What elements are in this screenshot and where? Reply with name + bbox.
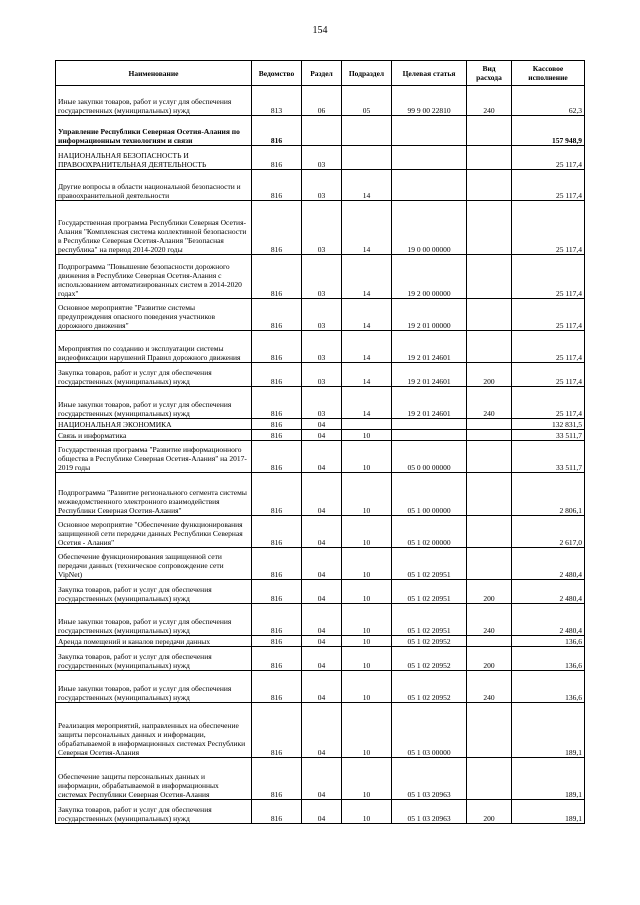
cell-amount: 136,6 [512,636,585,647]
cell-subsection: 10 [342,548,392,580]
header-section: Раздел [302,61,342,86]
cell-amount: 33 511,7 [512,430,585,441]
cell-subsection: 05 [342,86,392,116]
cell-target: 19 2 01 24601 [392,387,467,419]
table-row [56,255,585,299]
cell-dept: 816 [252,255,302,299]
cell-section: 04 [302,441,342,473]
cell-section: 03 [302,299,342,331]
cell-exptype [467,299,512,331]
cell-subsection: 10 [342,580,392,604]
table-row [56,146,585,170]
cell-section: 03 [302,146,342,170]
cell-exptype [467,170,512,201]
cell-dept: 816 [252,331,302,363]
cell-name: Обеспечение защиты персональных данных и информации, обрабатываемой в информационных системах Республики Северная Осетия-Алания [56,758,252,800]
cell-target: 05 1 02 00000 [392,516,467,548]
cell-name: Государственная программа "Развитие информационного общества в Республике Северная Осетия-Алания" на 2017-2019 годы [56,441,252,473]
cell-amount: 25 117,4 [512,255,585,299]
cell-amount: 25 117,4 [512,146,585,170]
cell-target: 05 0 00 00000 [392,441,467,473]
cell-dept: 816 [252,363,302,387]
table-row [56,441,585,473]
cell-name: Мероприятия по созданию и эксплуатации системы видеофиксации нарушений Правил дорожного движения [56,331,252,363]
cell-section: 04 [302,580,342,604]
cell-subsection: 14 [342,201,392,255]
cell-name: Иные закупки товаров, работ и услуг для обеспечения государственных (муниципальных) нужд [56,387,252,419]
cell-subsection: 10 [342,758,392,800]
cell-exptype [467,758,512,800]
cell-exptype [467,473,512,516]
cell-dept: 816 [252,604,302,636]
cell-section: 03 [302,387,342,419]
table-row [56,419,585,430]
table-row [56,170,585,201]
cell-amount: 136,6 [512,671,585,703]
cell-subsection: 14 [342,299,392,331]
cell-section: 04 [302,419,342,430]
cell-target: 05 1 03 00000 [392,703,467,758]
cell-section: 04 [302,758,342,800]
header-amount: Кассовое исполнение [512,61,585,86]
cell-amount: 189,1 [512,758,585,800]
cell-amount: 62,3 [512,86,585,116]
cell-subsection: 10 [342,703,392,758]
cell-name: Обеспечение функционирования защищенной сети передачи данных (техническое сопровождение сети VipNet) [56,548,252,580]
cell-exptype: 240 [467,387,512,419]
cell-dept: 813 [252,86,302,116]
cell-amount: 2 480,4 [512,580,585,604]
cell-dept: 816 [252,758,302,800]
cell-amount: 136,6 [512,647,585,671]
cell-section: 04 [302,516,342,548]
cell-subsection: 10 [342,430,392,441]
cell-subsection: 10 [342,671,392,703]
table-row [56,201,585,255]
cell-exptype: 200 [467,647,512,671]
cell-dept: 816 [252,387,302,419]
cell-section: 03 [302,255,342,299]
cell-section: 03 [302,201,342,255]
cell-target: 05 1 02 20951 [392,548,467,580]
table-row [56,604,585,636]
cell-name: Закупка товаров, работ и услуг для обеспечения государственных (муниципальных) нужд [56,800,252,824]
cell-dept: 816 [252,703,302,758]
cell-exptype [467,116,512,146]
cell-subsection: 10 [342,636,392,647]
cell-amount: 25 117,4 [512,201,585,255]
cell-dept: 816 [252,800,302,824]
header-target: Целевая статья [392,61,467,86]
cell-dept: 816 [252,516,302,548]
cell-section: 04 [302,604,342,636]
cell-name: Аренда помещений и каналов передачи данных [56,636,252,647]
table-row [56,387,585,419]
cell-amount: 132 831,5 [512,419,585,430]
cell-exptype [467,201,512,255]
cell-amount: 25 117,4 [512,387,585,419]
table-row [56,363,585,387]
cell-subsection [342,146,392,170]
cell-section: 03 [302,170,342,201]
cell-exptype: 240 [467,604,512,636]
table-row [56,473,585,516]
cell-name: Реализация мероприятий, направленных на обеспечение защиты персональных данных и информации, обрабатываемой в информационных системах Республики Северная Осетия-Алания [56,703,252,758]
cell-name: НАЦИОНАЛЬНАЯ ЭКОНОМИКА [56,419,252,430]
cell-subsection: 14 [342,363,392,387]
cell-subsection: 14 [342,170,392,201]
cell-amount: 2 480,4 [512,548,585,580]
cell-dept: 816 [252,299,302,331]
table-row [56,299,585,331]
cell-exptype [467,430,512,441]
page-number: 154 [312,25,328,36]
cell-amount: 2 806,1 [512,473,585,516]
cell-amount: 33 511,7 [512,441,585,473]
cell-name: Другие вопросы в области национальной безопасности и правоохранительной деятельности [56,170,252,201]
cell-dept: 816 [252,116,302,146]
cell-exptype [467,331,512,363]
cell-exptype: 240 [467,86,512,116]
cell-section: 04 [302,703,342,758]
table-row [56,430,585,441]
cell-name: Основное мероприятие "Развитие системы предупреждения опасного поведения участников дорожного движения" [56,299,252,331]
cell-amount: 25 117,4 [512,363,585,387]
table-row [56,800,585,824]
cell-name: Государственная программа Республики Северная Осетия-Алания "Комплексная система коллективной безопасности в Республике Северная Осетия-Алания "Безопасная республика" на период 2014-2020 годы [56,201,252,255]
cell-name: Иные закупки товаров, работ и услуг для обеспечения государственных (муниципальных) нужд [56,86,252,116]
budget-table [55,60,585,824]
cell-section: 03 [302,331,342,363]
cell-target: 19 2 01 24601 [392,331,467,363]
cell-dept: 816 [252,671,302,703]
table-row [56,671,585,703]
cell-subsection: 10 [342,516,392,548]
cell-amount: 2 617,0 [512,516,585,548]
cell-subsection: 10 [342,441,392,473]
cell-target: 05 1 03 20963 [392,758,467,800]
cell-target: 05 1 02 20952 [392,671,467,703]
table-row [56,647,585,671]
cell-target: 19 2 01 00000 [392,299,467,331]
cell-dept: 816 [252,430,302,441]
cell-amount: 25 117,4 [512,331,585,363]
cell-section: 04 [302,636,342,647]
cell-name: Иные закупки товаров, работ и услуг для обеспечения государственных (муниципальных) нужд [56,604,252,636]
cell-exptype [467,548,512,580]
cell-target: 19 2 00 00000 [392,255,467,299]
cell-dept: 816 [252,548,302,580]
cell-subsection: 10 [342,473,392,516]
cell-section [302,116,342,146]
cell-target: 99 9 00 22810 [392,86,467,116]
cell-section: 04 [302,671,342,703]
cell-name: Закупка товаров, работ и услуг для обеспечения государственных (муниципальных) нужд [56,363,252,387]
cell-name: Подпрограмма "Повышение безопасности дорожного движения в Республике Северная Осетия-Алания с использованием автоматизированных систем в 2014-2020 годах" [56,255,252,299]
cell-name: Подпрограмма "Развитие регионального сегмента системы межведомственного электронного взаимодействия Республики Северная Осетия-Алания" [56,473,252,516]
cell-amount: 189,1 [512,800,585,824]
cell-amount: 157 948,9 [512,116,585,146]
cell-target [392,116,467,146]
cell-target: 05 1 02 20952 [392,647,467,671]
cell-dept: 816 [252,441,302,473]
cell-subsection: 14 [342,331,392,363]
cell-exptype [467,516,512,548]
cell-target: 05 1 02 20951 [392,580,467,604]
header-row [56,61,585,86]
cell-amount: 2 480,4 [512,604,585,636]
cell-target [392,430,467,441]
cell-target: 05 1 02 20952 [392,636,467,647]
cell-exptype: 200 [467,800,512,824]
cell-exptype: 240 [467,671,512,703]
table-row [56,636,585,647]
cell-section: 06 [302,86,342,116]
cell-exptype: 200 [467,580,512,604]
header-dept: Ведомство [252,61,302,86]
cell-dept: 816 [252,636,302,647]
header-exptype: Вид расхода [467,61,512,86]
cell-section: 04 [302,800,342,824]
cell-target [392,146,467,170]
cell-section: 04 [302,430,342,441]
cell-exptype [467,146,512,170]
cell-exptype [467,441,512,473]
cell-dept: 816 [252,146,302,170]
header-name: Наименование [56,61,252,86]
cell-target: 05 1 00 00000 [392,473,467,516]
table-row [56,703,585,758]
cell-subsection: 14 [342,255,392,299]
cell-dept: 816 [252,419,302,430]
cell-section: 04 [302,647,342,671]
cell-target: 05 1 03 20963 [392,800,467,824]
cell-name: Закупка товаров, работ и услуг для обеспечения государственных (муниципальных) нужд [56,580,252,604]
cell-subsection: 10 [342,800,392,824]
cell-amount: 25 117,4 [512,170,585,201]
cell-section: 04 [302,548,342,580]
cell-dept: 816 [252,170,302,201]
table-row [56,116,585,146]
cell-exptype [467,703,512,758]
cell-dept: 816 [252,580,302,604]
cell-target: 05 1 02 20951 [392,604,467,636]
cell-subsection: 10 [342,647,392,671]
table-row [56,331,585,363]
cell-target: 19 2 01 24601 [392,363,467,387]
cell-name: Основное мероприятие "Обеспечение функционирования защищенной сети передачи данных Республики Северная Осетия - Алания" [56,516,252,548]
cell-name: Закупка товаров, работ и услуг для обеспечения государственных (муниципальных) нужд [56,647,252,671]
header-subsection: Подраздел [342,61,392,86]
cell-subsection [342,116,392,146]
table-row [56,580,585,604]
cell-name: Управление Республики Северная Осетия-Алания по информационным технологиям и связи [56,116,252,146]
cell-exptype [467,419,512,430]
cell-subsection: 10 [342,604,392,636]
table-row [56,548,585,580]
cell-target [392,170,467,201]
cell-name: Связь и информатика [56,430,252,441]
cell-dept: 816 [252,473,302,516]
cell-target: 19 0 00 00000 [392,201,467,255]
cell-target [392,419,467,430]
cell-section: 04 [302,473,342,516]
cell-name: НАЦИОНАЛЬНАЯ БЕЗОПАСНОСТЬ И ПРАВООХРАНИТЕЛЬНАЯ ДЕЯТЕЛЬНОСТЬ [56,146,252,170]
cell-subsection [342,419,392,430]
cell-exptype [467,255,512,299]
table-row [56,86,585,116]
cell-exptype: 200 [467,363,512,387]
cell-name: Иные закупки товаров, работ и услуг для обеспечения государственных (муниципальных) нужд [56,671,252,703]
table-body [56,86,585,824]
cell-exptype [467,636,512,647]
table-row [56,758,585,800]
table-row [56,516,585,548]
cell-subsection: 14 [342,387,392,419]
cell-section: 03 [302,363,342,387]
cell-amount: 189,1 [512,703,585,758]
cell-dept: 816 [252,201,302,255]
cell-amount: 25 117,4 [512,299,585,331]
cell-dept: 816 [252,647,302,671]
